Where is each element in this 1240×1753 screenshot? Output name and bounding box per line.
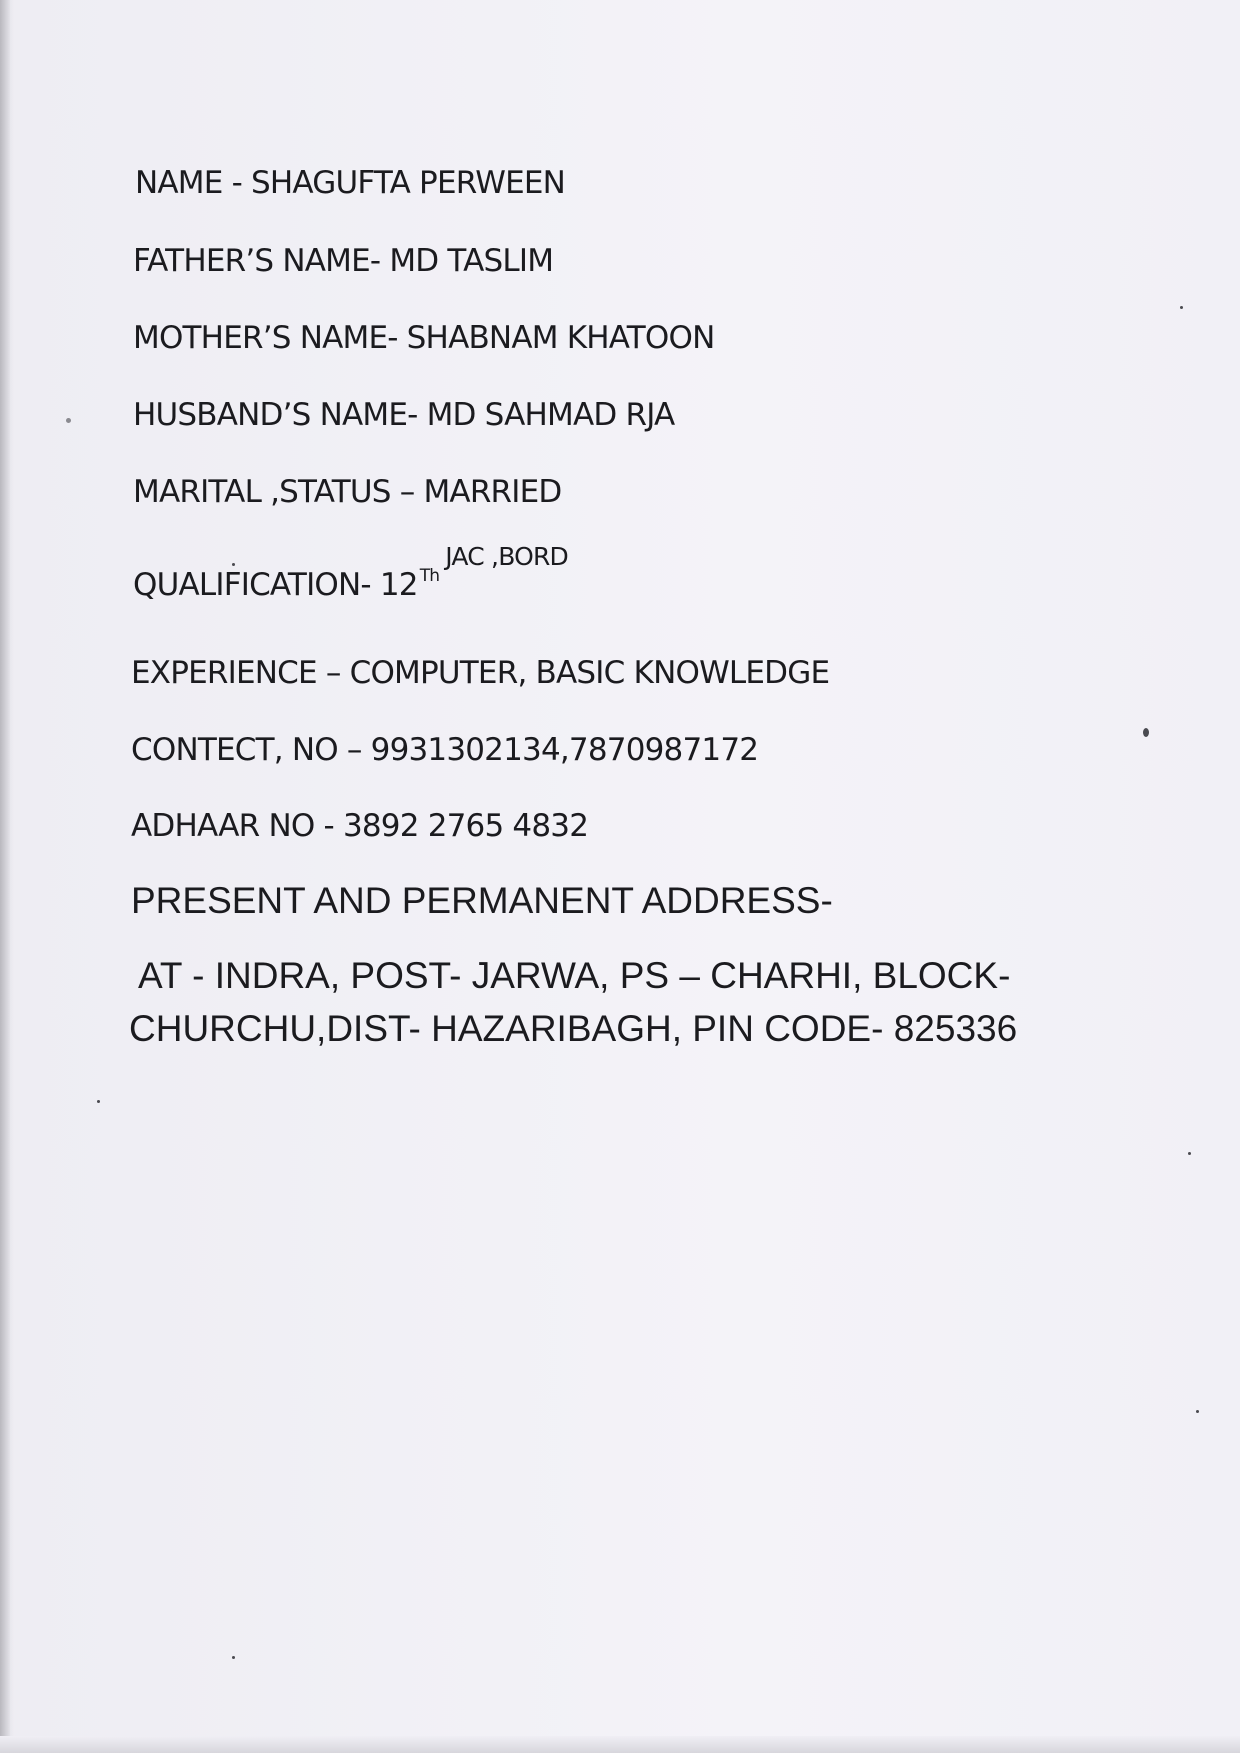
scan-speck [1196,1410,1199,1413]
scan-speck [1180,306,1183,309]
marital-status-line: MARITAL ,STATUS – MARRIED [133,474,562,510]
scan-speck [232,1656,235,1659]
scan-speck [1188,1152,1191,1155]
qualification-label: QUALIFICATION- 12 [133,567,418,603]
father-name-line: FATHER’S NAME- MD TASLIM [133,243,554,279]
scan-speck [66,418,71,423]
qualification-board: JAC ,BORD [445,542,569,571]
scan-speck [232,563,235,566]
aadhaar-line: ADHAAR NO - 3892 2765 4832 [131,808,589,844]
contact-line: CONTECT, NO – 9931302134,7870987172 [131,732,759,768]
husband-name-line: HUSBAND’S NAME- MD SAHMAD RJA [133,397,675,433]
page-left-edge [0,0,10,1753]
qualification-line [133,542,569,603]
experience-line: EXPERIENCE – COMPUTER, BASIC KNOWLEDGE [131,655,830,691]
page-bottom-edge [0,1736,1240,1753]
qualification-superscript: Th [419,565,440,586]
scan-speck [1143,728,1149,737]
address-heading: PRESENT AND PERMANENT ADDRESS- [131,880,833,921]
scan-speck [97,1100,100,1103]
name-line: NAME - SHAGUFTA PERWEEN [135,165,566,201]
address-line-2: CHURCHU,DIST- HAZARIBAGH, PIN CODE- 825336 [129,1008,1018,1049]
address-line-1: AT - INDRA, POST- JARWA, PS – CHARHI, BLOCK- [138,955,1011,996]
mother-name-line: MOTHER’S NAME- SHABNAM KHATOON [133,320,715,356]
